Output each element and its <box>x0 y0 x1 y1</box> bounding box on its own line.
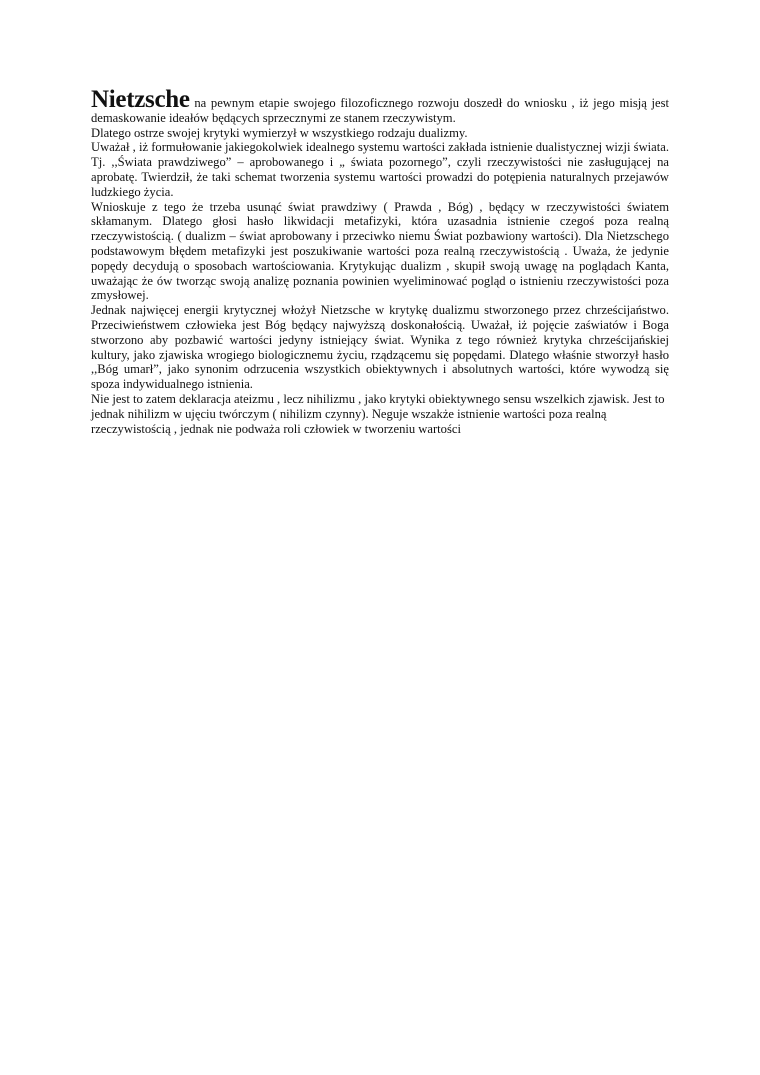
paragraph-dualisms: Dlatego ostrze swojej krytyki wymierzył w wszystkiego rodzaju dualizmy. <box>91 125 468 140</box>
document-title: Nietzsche <box>91 86 190 113</box>
paragraph-intro-text: na pewnym etapie swojego filozoficznego rozwoju doszedł do wniosku , iż jego misją jest demaskowanie ideałów będących sprzecznymi ze stanem rzeczywistym. <box>91 96 669 125</box>
document-page <box>91 86 669 436</box>
paragraph-christianity: Jednak najwięcej energii krytycznej włożył Nietzsche w krytykę dualizmu stworzonego przez chrześcijaństwo. Przeciwieństwem człowieka jest Bóg będący najwyższą doskonałością. Uważał, iż pojęcie zaświatów i Boga stworzono aby pozbawić wartości jedyny istniejący świat. Wynika z tego również krytyka chrześcijańskiej kultury, jako zjawiska wrogiego biologicznemu życiu, rządzącemu się popędami. Dlatego właśnie stworzył hasło ,,Bóg umarł”, jako synonim odrzucenia wszystkich obiektywnych i absolutnych wartości, które wywodzą się spoza indywidualnego istnienia. <box>91 303 669 392</box>
paragraph-metaphysics: Wnioskuje z tego że trzeba usunąć świat prawdziwy ( Prawda , Bóg) , będący w rzeczywistości światem skłamanym. Dlatego głosi hasło likwidacji metafizyki, która uzasadnia istnienie czegoś poza realną rzeczywistością. ( dualizm – świat aprobowany i przeciwko niemu Świat pozbawiony wartości). Dla Nietzschego podstawowym błędem metafizyki jest poszukiwanie wartości poza realną rzeczywistością . Uważa, że jedynie popędy decydują o sposobach wartościowania. Krytykując dualizm , skupił swoją uwagę na poglądach Kanta, uważając że ów tworząc swoją analizę poznania powinien wyeliminować pogląd o istnieniu rzeczywistości poza zmysłowej. <box>91 199 669 303</box>
paragraph-nihilism: Nie jest to zatem deklaracja ateizmu , lecz nihilizmu , jako krytyki obiektywnego sensu wszelkich zjawisk. Jest to jednak nihilizm w ujęciu twórczym ( nihilizm czynny). Neguje wszakże istnienie wartości poza realną rzeczywistością , jednak nie podważa roli człowiek w tworzeniu wartości <box>91 391 665 436</box>
paragraph-intro <box>91 86 669 126</box>
paragraph-values-system: Uważał , iż formułowanie jakiegokolwiek idealnego systemu wartości zakłada istnienie dualistycznej wizji świata. Tj. ,,Świata prawdziwego” – aprobowanego i „ świata pozornego”, czyli rzeczywistości nie zasługującej na aprobatę. Twierdził, że taki schemat tworzenia systemu wartości prowadzi do potępienia naturalnych przejawów ludzkiego życia. <box>91 140 669 199</box>
